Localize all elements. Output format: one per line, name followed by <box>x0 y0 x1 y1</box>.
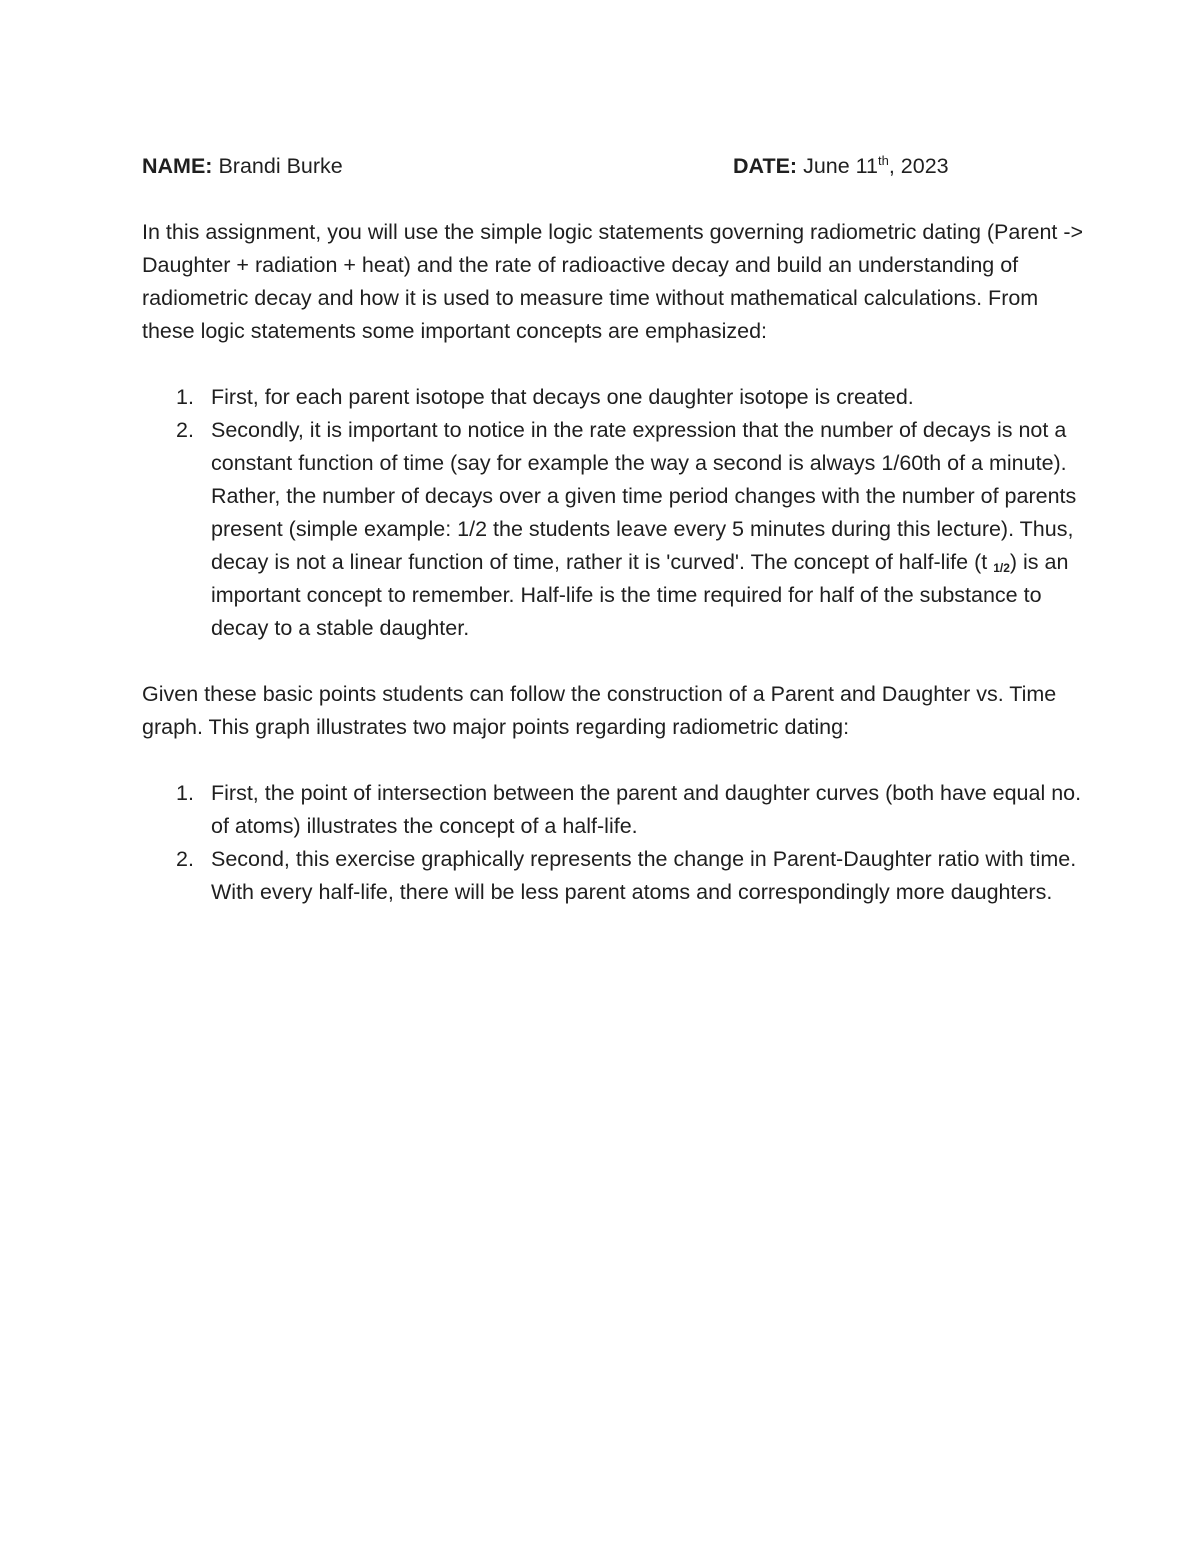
list-number: 2. <box>176 418 194 442</box>
half-life-subscript: 1/2 <box>993 561 1010 575</box>
list-item-text-part1: Secondly, it is important to notice in the rate expression that the number of decays is not a constant function of time (say for example the way a second is always 1/60th of a minute). Rather, the number of decays over a given time period changes with the number of parents present (simple example: 1/2 the students leave every 5 minutes during this lecture). Thus, decay is not a linear function of time, rather it is 'curved'. The concept of half-life (t <box>211 418 1077 574</box>
list-item <box>142 843 1092 909</box>
date-ordinal-suffix: th <box>878 153 889 168</box>
name-value: Brandi Burke <box>218 154 343 178</box>
date-field <box>733 150 949 183</box>
list-item-text: Second, this exercise graphically represents the change in Parent-Daughter ratio with time. With every half-life, there will be less parent atoms and correspondingly more daughters. <box>211 847 1077 904</box>
graph-points-list <box>142 777 1092 909</box>
concepts-list <box>142 381 1092 645</box>
date-value <box>803 154 949 178</box>
list-item-text <box>211 418 1076 640</box>
date-label: DATE: <box>733 154 798 178</box>
list-item-text: First, the point of intersection between the parent and daughter curves (both have equal no. of atoms) illustrates the concept of a half-life. <box>211 781 1082 838</box>
list-item-text-part2: ) is an important concept to remember. Half-life is the time required for half of the substance to decay to a stable daughter. <box>211 550 1069 640</box>
header-row <box>142 150 1092 183</box>
list-item <box>142 777 1092 843</box>
date-value-day: June 11 <box>803 154 878 178</box>
document-page <box>142 150 1092 942</box>
intro-paragraph: In this assignment, you will use the simple logic statements governing radiometric dating (Parent -> Daughter + radiation + heat) and the rate of radioactive decay and build an understanding of radiometric decay and how it is used to measure time without mathematical calculations. From these logic statements some important concepts are emphasized: <box>142 220 1084 343</box>
name-field <box>142 150 343 183</box>
middle-paragraph: Given these basic points students can follow the construction of a Parent and Daughter vs. Time graph. This graph illustrates two major points regarding radiometric dating: <box>142 682 1057 739</box>
list-number: 2. <box>176 847 194 871</box>
list-item-text: First, for each parent isotope that decays one daughter isotope is created. <box>211 385 914 409</box>
list-item <box>142 414 1092 645</box>
date-value-year: , 2023 <box>888 154 949 178</box>
name-label: NAME: <box>142 154 213 178</box>
list-item <box>142 381 1092 414</box>
list-number: 1. <box>176 781 194 805</box>
list-number: 1. <box>176 385 194 409</box>
